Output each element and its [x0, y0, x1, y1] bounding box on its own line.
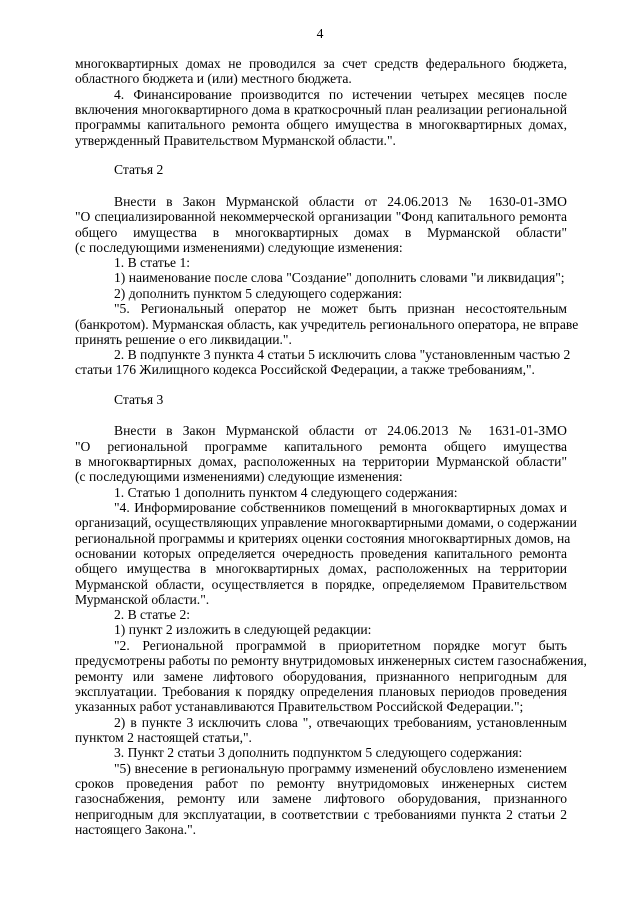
- text-line: региональной программы и критериях оценки состояния многоквартирных домов, на: [75, 531, 571, 546]
- text-line: 4. Финансирование производится по истечении четырех месяцев после: [114, 87, 567, 102]
- text-line: 2. В статье 2:: [114, 607, 191, 622]
- text-line: организаций, осуществляющих управление многоквартирными домами, о содержании: [75, 515, 577, 530]
- text-line: включения многоквартирного дома в краткосрочный план реализации региональной: [75, 102, 567, 117]
- text-line: утвержденный Правительством Мурманской области.".: [75, 133, 396, 148]
- text-line: эксплуатации. Требования к порядку определения плановых периодов проведения: [75, 684, 567, 699]
- text-line: "4. Информирование собственников помещений в многоквартирных домах и: [114, 500, 567, 515]
- text-line: 3. Пункт 2 статьи 3 дополнить подпунктом 5 следующего содержания:: [114, 745, 523, 760]
- text-line: "2. Региональной программой в приоритетном порядке могут быть: [114, 638, 567, 653]
- text-line: Внести в Закон Мурманской области от 24.06.2013 № 1631-01-ЗМО: [114, 423, 567, 438]
- text-line: Мурманской области, осуществляется в порядке, определяемом Правительством: [75, 577, 567, 592]
- text-line: 1. Статью 1 дополнить пунктом 4 следующего содержания:: [114, 485, 458, 500]
- text-line: "5. Региональный оператор не может быть признан несостоятельным: [114, 301, 567, 316]
- text-line: газоснабжения, ремонту или замене лифтового оборудования, признанного: [75, 791, 567, 806]
- text-line: 1. В статье 1:: [114, 255, 191, 270]
- text-line: в многоквартирных домах, расположенных на территории Мурманской области": [75, 454, 567, 469]
- text-line: Мурманской области.".: [75, 592, 210, 607]
- text-line: Внести в Закон Мурманской области от 24.06.2013 № 1630-01-ЗМО: [114, 194, 567, 209]
- text-line: "О специализированной некоммерческой организации "Фонд капитального ремонта: [75, 209, 567, 224]
- text-line: областного бюджета и (или) местного бюджета.: [75, 71, 352, 86]
- text-line: ремонту или замене лифтового оборудования, признанного непригодным для: [75, 669, 567, 684]
- text-line: "О региональной программе капитального ремонта общего имущества: [75, 439, 567, 454]
- text-line: (банкротом). Мурманская область, как учредитель регионального оператора, не вправе: [75, 317, 579, 332]
- text-line: предусмотрены работы по ремонту внутридомовых инженерных систем газоснабжения,: [75, 653, 587, 668]
- text-line: принять решение о его ликвидации.".: [75, 332, 292, 347]
- text-line: "5) внесение в региональную программу изменений обусловлено изменением: [114, 761, 567, 776]
- text-line: сроков проведения работ по ремонту внутридомовых инженерных систем: [75, 776, 567, 791]
- text-line: статьи 176 Жилищного кодекса Российской Федерации, а также требованиям,".: [75, 362, 535, 377]
- text-line: 1) пункт 2 изложить в следующей редакции:: [114, 622, 372, 637]
- text-line: непригодным для эксплуатации, в соответствии с требованиями пункта 2 статьи 2: [75, 807, 567, 822]
- text-line: основании которых определяется очередность проведения капитального ремонта: [75, 546, 567, 561]
- text-line: 2) дополнить пунктом 5 следующего содержания:: [114, 286, 403, 301]
- article-heading: Статья 2: [114, 162, 164, 177]
- text-line: (с последующими изменениями) следующие изменения:: [75, 469, 403, 484]
- text-line: настоящего Закона.".: [75, 822, 197, 837]
- text-line: общего имущества в многоквартирных домах в Мурманской области": [75, 225, 567, 240]
- page-number: 4: [316, 26, 324, 41]
- text-line: общего имущества в многоквартирных домах, расположенных на территории: [75, 561, 567, 576]
- text-line: указанных работ устанавливаются Правительством Российской Федерации.";: [75, 699, 524, 714]
- text-line: программы капитального ремонта общего имущества в многоквартирных домах,: [75, 117, 567, 132]
- text-line: пунктом 2 настоящей статьи,".: [75, 730, 252, 745]
- article-heading: Статья 3: [114, 392, 164, 407]
- text-line: 2) в пункте 3 исключить слова ", отвечающих требованиям, установленным: [114, 715, 567, 730]
- text-line: 1) наименование после слова "Создание" дополнить словами "и ликвидация";: [114, 270, 565, 285]
- text-line: многоквартирных домах не проводился за счет средств федерального бюджета,: [75, 56, 567, 71]
- text-line: 2. В подпункте 3 пункта 4 статьи 5 исключить слова "установленным частью 2: [114, 347, 571, 362]
- text-line: (с последующими изменениями) следующие изменения:: [75, 240, 403, 255]
